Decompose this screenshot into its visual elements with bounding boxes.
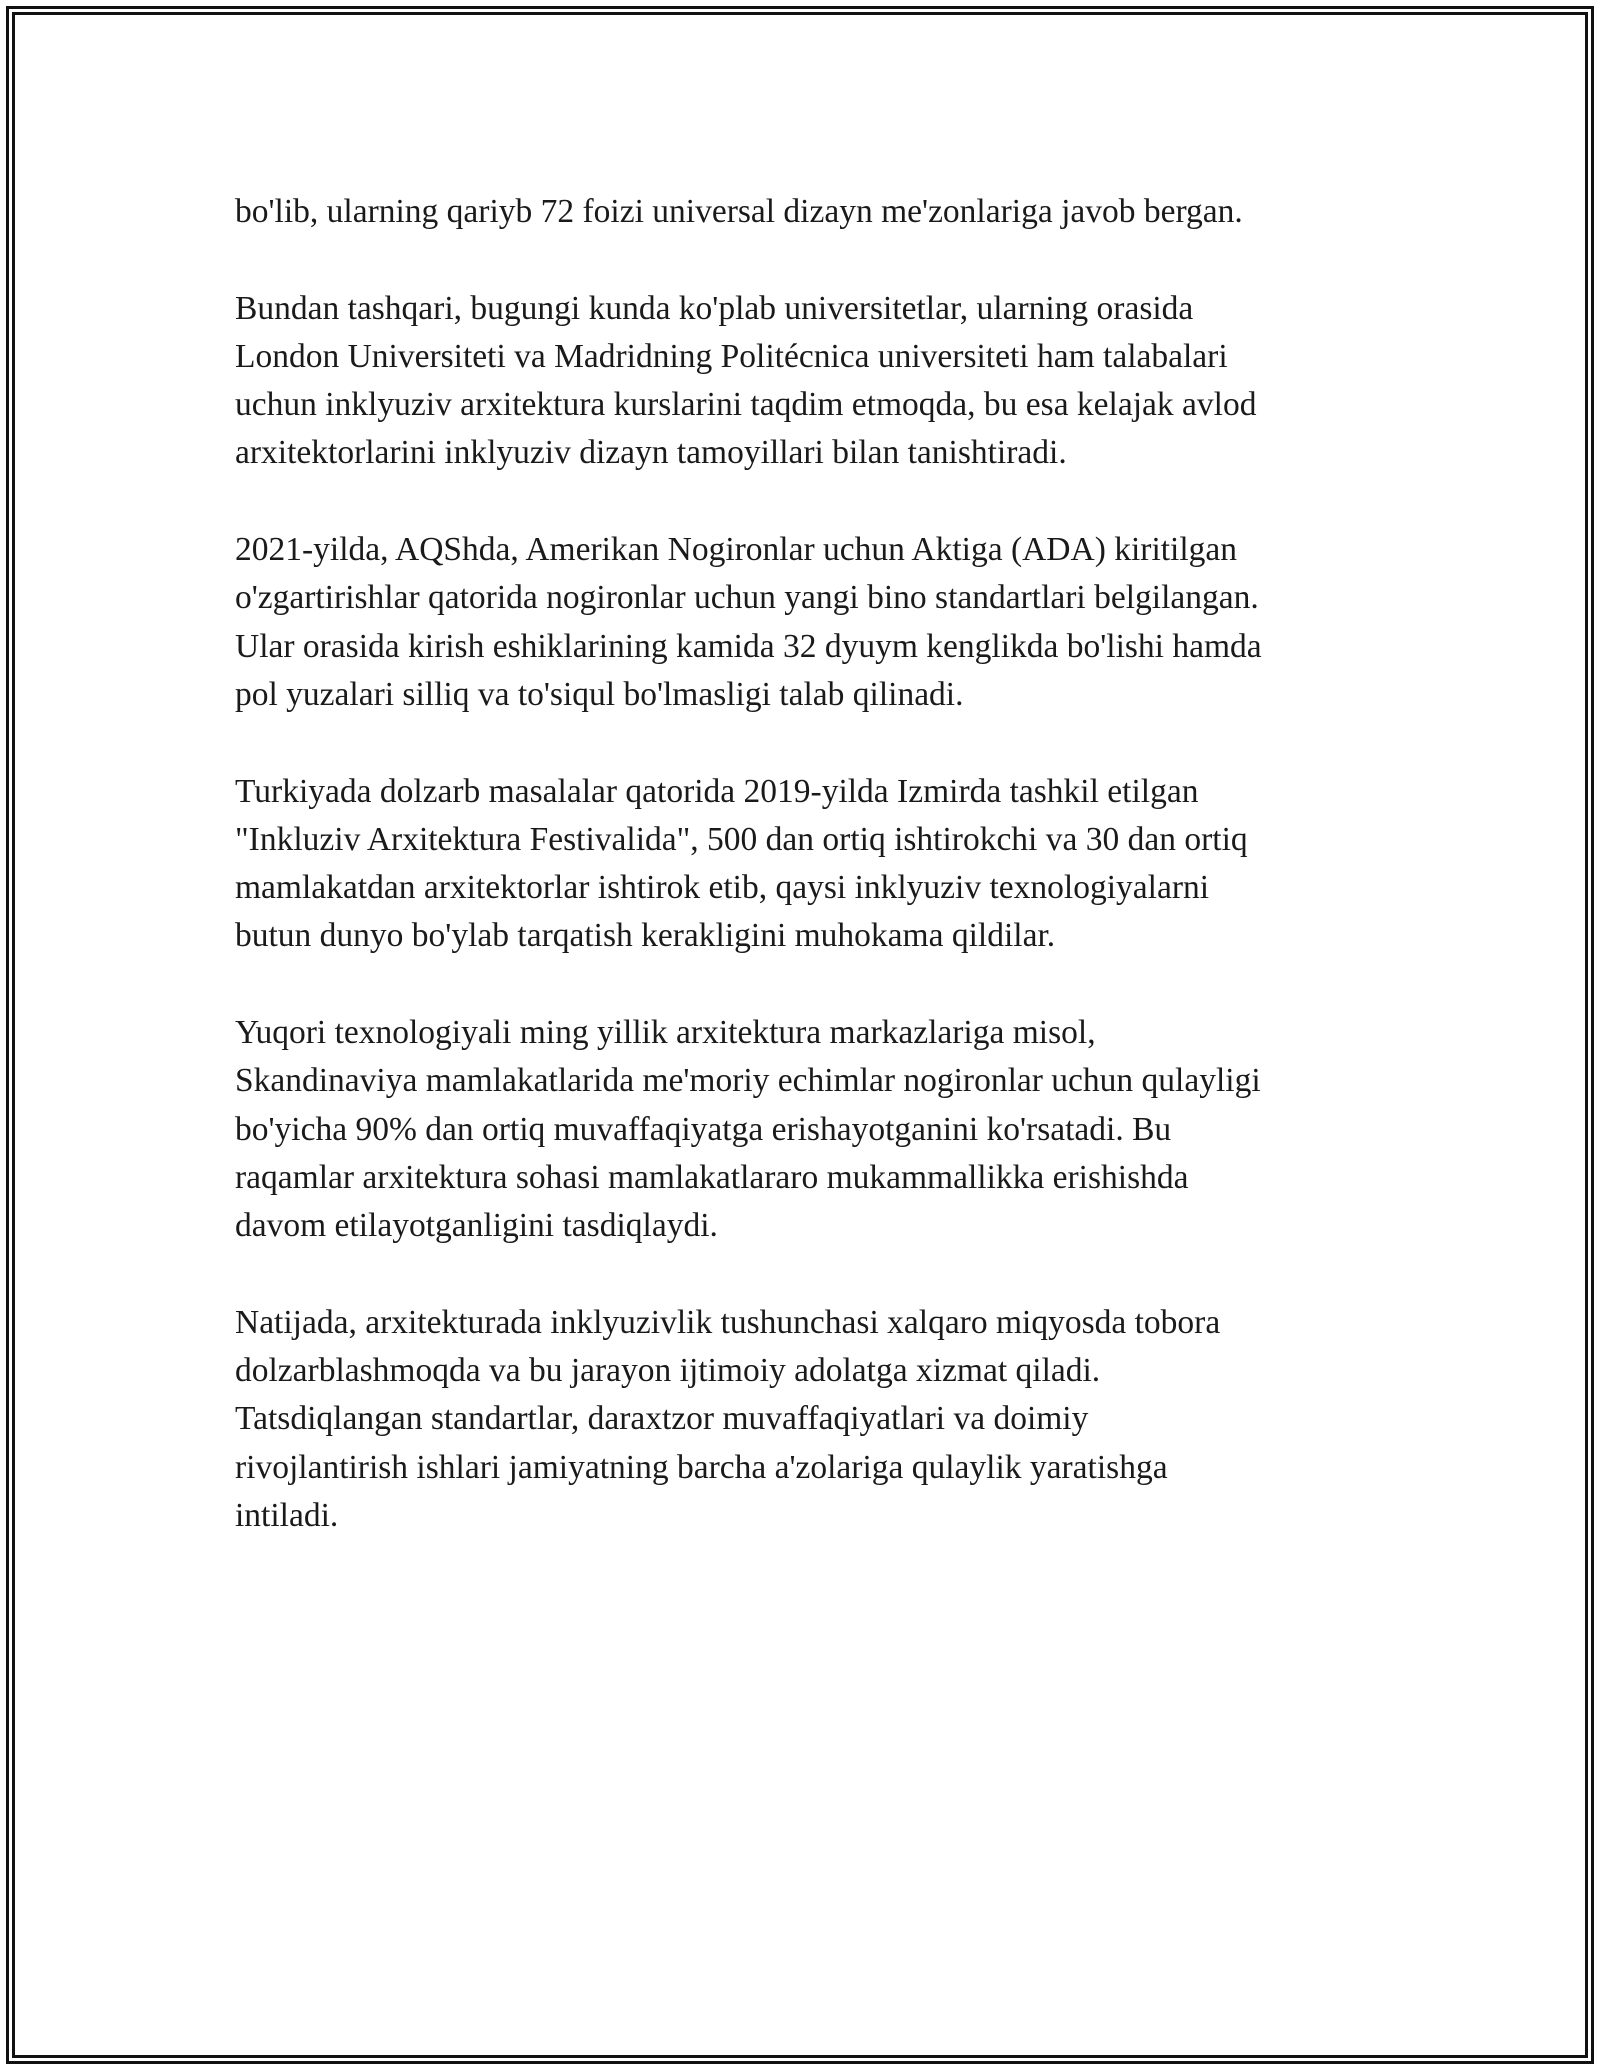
paragraph-ada-standards: 2021-yilda, AQShda, Amerikan Nogironlar uchun Aktiga (ADA) kiritilgan o'zgartirishlar qatorida nogironlar uchun yangi bino standartlari belgilangan. Ular orasida kirish eshiklarining kamida 32 dyuym kenglikda bo'lishi hamda pol yuzalari silliq va to'siqul bo'lmasligi talab qilinadi. [235, 531, 1262, 713]
paragraph-scandinavia: Yuqori texnologiyali ming yillik arxitektura markazlariga misol, Skandinaviya mamlakatlarida me'moriy echimlar nogironlar uchun qulayligi bo'yicha 90% dan ortiq muvaffaqiyatga erishayotganini ko'rsatadi. Bu raqamlar arxitektura sohasi mamlakatlararo mukammallikka erishishda davom etilayotganligini tasdiqlaydi. [235, 1014, 1261, 1245]
paragraph-izmir-festival: Turkiyada dolzarb masalalar qatorida 2019-yilda Izmirda tashkil etilgan "Inkluziv Arxitektura Festivalida", 500 dan ortiq ishtirokchi va 30 dan ortiq mamlakatdan arxitektorlar ishtirok etib, qaysi inklyuziv texnologiyalarni butun dunyo bo'ylab tarqatish kerakligini muhokama qildilar. [235, 772, 1248, 955]
document-body [235, 188, 1375, 1589]
paragraph-universal-design: bo'lib, ularning qariyb 72 foizi universal dizayn me'zonlariga javob bergan. [235, 193, 1243, 230]
paragraph-universities: Bundan tashqari, bugungi kunda ko'plab universitetlar, ularning orasida London Universiteti va Madridning Politécnica universiteti ham talabalari uchun inklyuziv arxitektura kurslarini taqdim etmoqda, bu esa kelajak avlod arxitektorlarini inklyuziv dizayn tamoyillari bilan tanishtiradi. [235, 289, 1257, 472]
paragraph-conclusion: Natijada, arxitekturada inklyuzivlik tushunchasi xalqaro miqyosda tobora dolzarblashmoqda va bu jarayon ijtimoiy adolatga xizmat qiladi. Tatsdiqlangan standartlar, daraxtzor muvaffaqiyatlari va doimiy rivojlantirish ishlari jamiyatning barcha a'zolariga qulaylik yaratishga intiladi. [235, 1303, 1221, 1535]
